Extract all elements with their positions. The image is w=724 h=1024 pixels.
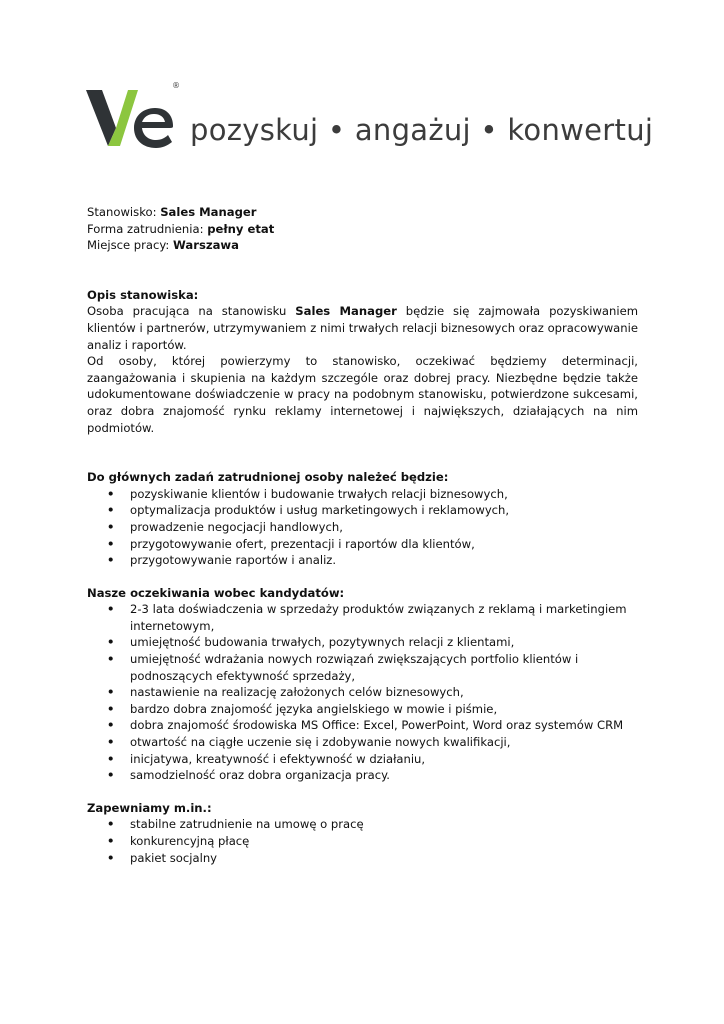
job-content [87, 204, 638, 866]
position-value: Sales Manager [160, 205, 257, 219]
ve-logo [86, 84, 176, 152]
list-item-text: stabilne zatrudnienie na umowę o pracę [130, 817, 364, 832]
list-item-text: umiejętność budowania trwałych, pozytywnych relacji z klientami, [130, 635, 515, 650]
employment-label: Forma zatrudnienia: [87, 221, 204, 236]
bullet-icon: • [107, 685, 115, 700]
bullet-icon: • [107, 768, 115, 783]
list-item [87, 502, 638, 519]
list-item [87, 536, 638, 553]
expectations-section [87, 585, 638, 784]
list-item [87, 486, 638, 503]
list-item-text: pakiet socjalny [130, 850, 218, 865]
bullet-icon: • [107, 519, 115, 534]
list-item [87, 751, 638, 768]
description-paragraph-2: Od osoby, której powierzymy to stanowisko, oczekiwać będziemy determinacji, zaangażowania i skupienia na każdym szczególe oraz dobrej pracy. Niezbędne będzie także udokumentowane doświadczenie w pracy na podobnym stanowisku, potwierdzone sukcesami, oraz dobra znajomość rynku reklamy internetowej i największych, działających na nim podmiotów. [87, 354, 638, 435]
bullet-icon: • [107, 536, 115, 551]
list-item [87, 816, 638, 833]
bullet-icon: • [107, 602, 115, 617]
list-item-text: umiejętność wdrażania nowych rozwiązań zwiększających portfolio klientów i podnoszących efektywność sprzedaży, [130, 652, 579, 683]
list-item [87, 767, 638, 784]
employment-value: pełny etat [207, 221, 275, 236]
description-title: Opis stanowiska: [87, 287, 199, 302]
offer-list [87, 816, 638, 866]
position-label: Stanowisko: [87, 205, 157, 219]
list-item-text: samodzielność oraz dobra organizacja pracy. [130, 768, 390, 783]
tasks-list [87, 486, 638, 569]
expectations-list [87, 601, 638, 784]
list-item [87, 850, 638, 867]
tasks-section [87, 469, 638, 569]
expectations-title: Nasze oczekiwania wobec kandydatów: [87, 585, 345, 600]
list-item-text: optymalizacja produktów i usług marketingowych i reklamowych, [130, 503, 510, 518]
job-meta [87, 204, 638, 254]
list-item [87, 717, 638, 734]
list-item [87, 519, 638, 536]
list-item-text: przygotowywanie raportów i analiz. [130, 553, 337, 568]
offer-title: Zapewniamy m.in.: [87, 800, 212, 815]
bullet-icon: • [107, 850, 115, 865]
description-p1-bold: Sales Manager [295, 304, 397, 319]
list-item [87, 634, 638, 651]
offer-section [87, 800, 638, 866]
list-item-text: otwartość na ciągłe uczenie się i zdobywanie nowych kwalifikacji, [130, 735, 511, 750]
list-item [87, 552, 638, 569]
list-item [87, 601, 638, 634]
bullet-icon: • [107, 718, 115, 733]
list-item [87, 651, 638, 684]
list-item-text: przygotowywanie ofert, prezentacji i raportów dla klientów, [130, 536, 475, 551]
list-item [87, 734, 638, 751]
bullet-icon: • [107, 652, 115, 667]
description-p1-after: będzie się zajmowała pozyskiwaniem klientów i partnerów, utrzymywaniem z nimi trwałych relacji biznesowych oraz opracowywanie analiz i raportów. [87, 304, 639, 352]
bullet-icon: • [107, 834, 115, 848]
header [86, 80, 654, 160]
tasks-title: Do głównych zadań zatrudnionej osoby należeć będzie: [87, 470, 449, 485]
list-item [87, 701, 638, 718]
list-item-text: konkurencyjną płacę [130, 834, 250, 848]
bullet-icon: • [107, 635, 115, 650]
list-item [87, 833, 638, 850]
list-item-text: 2-3 lata doświadczenia w sprzedaży produktów związanych z reklamą i marketingiem internetowym, [130, 602, 627, 633]
description-paragraph-1 [87, 303, 638, 353]
list-item-text: dobra znajomość środowiska MS Office: Excel, PowerPoint, Word oraz systemów CRM [130, 718, 624, 733]
tagline: pozyskuj • angażuj • konwertuj [190, 113, 654, 147]
list-item [87, 684, 638, 701]
list-item-text: bardzo dobra znajomość języka angielskiego w mowie i piśmie, [130, 701, 498, 716]
bullet-icon: • [107, 553, 115, 568]
bullet-icon: • [107, 817, 115, 832]
list-item-text: prowadzenie negocjacji handlowych, [130, 519, 343, 534]
location-label: Miejsce pracy: [87, 238, 170, 253]
bullet-icon: • [107, 486, 115, 501]
location-value: Warszawa [173, 238, 239, 253]
list-item-text: pozyskiwanie klientów i budowanie trwałych relacji biznesowych, [130, 486, 508, 501]
position-line [87, 204, 638, 221]
description-section [87, 287, 638, 436]
bullet-icon: • [107, 701, 115, 716]
list-item-text: nastawienie na realizację założonych celów biznesowych, [130, 685, 464, 700]
bullet-icon: • [107, 751, 115, 766]
bullet-icon: • [107, 735, 115, 750]
registered-mark: ® [172, 81, 180, 90]
location-line [87, 237, 638, 254]
bullet-icon: • [107, 503, 115, 518]
list-item-text: inicjatywa, kreatywność i efektywność w działaniu, [130, 751, 426, 766]
employment-line [87, 221, 638, 238]
description-p1-before: Osoba pracująca na stanowisku [87, 304, 287, 319]
